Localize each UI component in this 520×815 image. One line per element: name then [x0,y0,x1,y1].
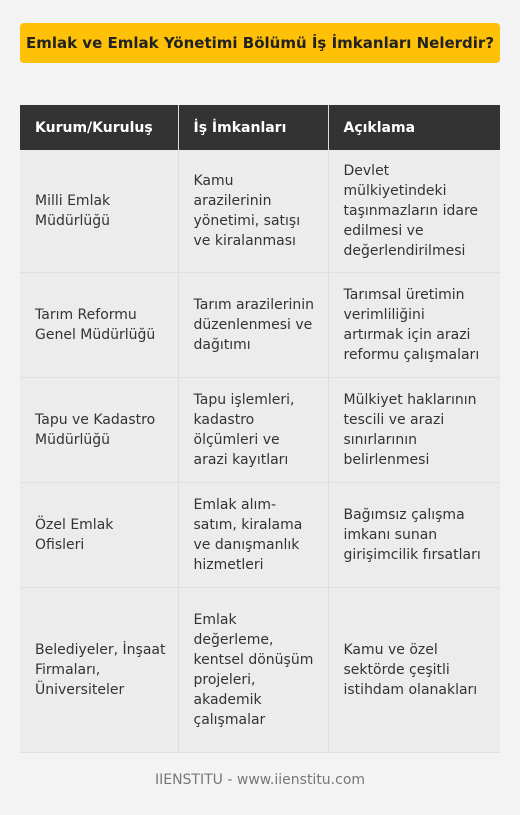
table-header-row [20,105,500,150]
job-opportunities-table [20,105,500,753]
cell-job-opportunities: Kamu arazilerinin yönetimi, satışı ve kiralanması [178,150,328,273]
header-description: Açıklama [328,105,500,150]
table-row [20,273,500,378]
table-row [20,378,500,483]
cell-job-opportunities: Tapu işlemleri, kadastro ölçümleri ve arazi kayıtları [178,378,328,483]
cell-job-opportunities: Emlak alım-satım, kiralama ve danışmanlık hizmetleri [178,483,328,588]
cell-description: Devlet mülkiyetindeki taşınmazların idare edilmesi ve değerlendirilmesi [328,150,500,273]
page-title: Emlak ve Emlak Yönetimi Bölümü İş İmkanları Nelerdir? [20,23,500,63]
header-institution: Kurum/Kuruluş [20,105,178,150]
footer-credit: IIENSTITU - www.iienstitu.com [154,772,366,788]
cell-description: Tarımsal üretimin verimliliğini artırmak için arazi reformu çalışmaları [328,273,500,378]
cell-institution: Belediyeler, İnşaat Firmaları, Üniversiteler [20,588,178,753]
cell-job-opportunities: Tarım arazilerinin düzenlenmesi ve dağıtımı [178,273,328,378]
cell-institution: Milli Emlak Müdürlüğü [20,150,178,273]
cell-description: Kamu ve özel sektörde çeşitli istihdam olanakları [328,588,500,753]
cell-institution: Tapu ve Kadastro Müdürlüğü [20,378,178,483]
cell-description: Mülkiyet haklarının tescili ve arazi sınırlarının belirlenmesi [328,378,500,483]
cell-institution: Tarım Reformu Genel Müdürlüğü [20,273,178,378]
header-job-opportunities: İş İmkanları [178,105,328,150]
table-row [20,588,500,753]
table-row [20,483,500,588]
table-row [20,150,500,273]
cell-job-opportunities: Emlak değerleme, kentsel dönüşüm projeleri, akademik çalışmalar [178,588,328,753]
cell-institution: Özel Emlak Ofisleri [20,483,178,588]
cell-description: Bağımsız çalışma imkanı sunan girişimcilik fırsatları [328,483,500,588]
